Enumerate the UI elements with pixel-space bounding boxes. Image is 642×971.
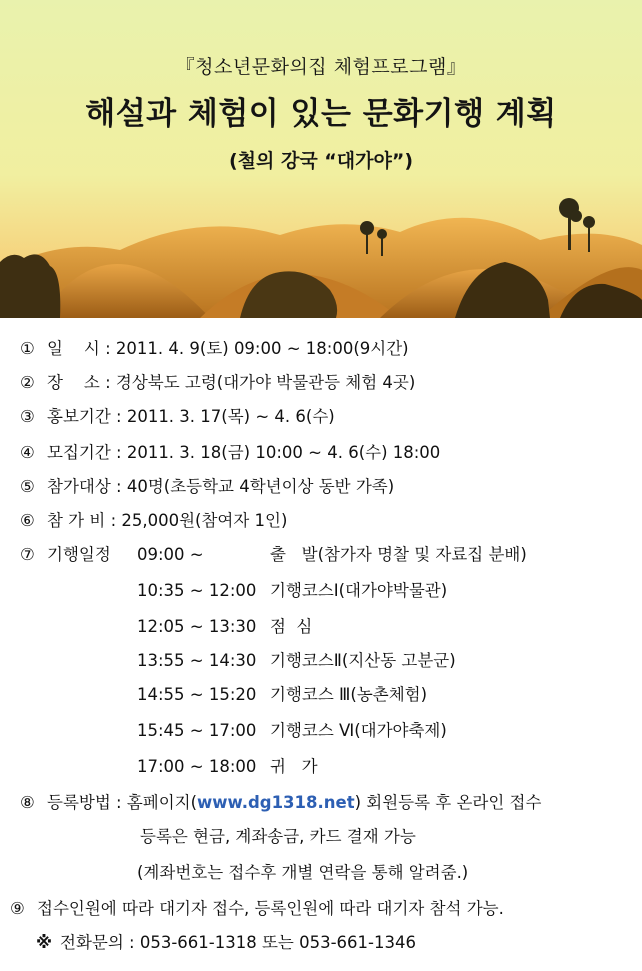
reference-mark-icon: ※ (36, 933, 53, 952)
program-series: 『청소년문화의집 체험프로그램』 (175, 56, 467, 78)
event-details (0, 318, 642, 971)
item-number: ⑨ (10, 899, 25, 918)
item-number: ④ (20, 443, 35, 462)
detail-participants (20, 476, 394, 498)
schedule-time: 10:35 ~ 12:00 (137, 581, 257, 600)
schedule-activity: 기행코스 Ⅵ(대가야축제) (270, 721, 447, 740)
item-number: ⑥ (20, 511, 35, 530)
registration-suffix: ) 회원등록 후 온라인 접수 (354, 793, 542, 812)
schedule-time: 17:00 ~ 18:00 (137, 757, 257, 776)
waitlist-notice (10, 898, 504, 920)
schedule-time: 12:05 ~ 13:30 (137, 617, 257, 636)
item-value: : 경상북도 고령(대가야 박물관등 체험 4곳) (105, 373, 416, 392)
header-banner (0, 0, 642, 318)
item-label: 모집기간 (47, 443, 111, 462)
schedule-time: 15:45 ~ 17:00 (137, 721, 257, 740)
detail-registration (20, 792, 541, 814)
item-number: ② (20, 373, 35, 392)
registration-payment-note: 등록은 현금, 계좌송금, 카드 결재 가능 (140, 827, 416, 846)
detail-place (20, 372, 415, 394)
contact-text: 전화문의 : 053-661-1318 또는 053-661-1346 (60, 933, 416, 952)
schedule-activity: 기행코스 Ⅲ(농촌체험) (270, 685, 428, 704)
item-label: 장 소 (47, 373, 100, 392)
detail-recruit-period (20, 442, 440, 464)
detail-promotion-period (20, 406, 335, 428)
detail-date (20, 338, 409, 360)
schedule-time: 14:55 ~ 15:20 (137, 685, 257, 704)
item-number: ⑦ (20, 545, 35, 564)
schedule-activity: 기행코스Ⅰ(대가야박물관) (270, 581, 448, 600)
schedule-activity: 귀 가 (270, 757, 318, 776)
item-label: 등록방법 (47, 793, 111, 812)
item-label: 참 가 비 (47, 511, 106, 530)
item-label: 기행일정 (47, 545, 111, 564)
contact-info (36, 932, 416, 954)
item-number: ⑤ (20, 477, 35, 496)
schedule-activity: 점 심 (270, 617, 313, 636)
item-value: : 2011. 4. 9(토) 09:00 ~ 18:00(9시간) (105, 339, 409, 358)
page-title: 해설과 체험이 있는 문화기행 계획 (85, 96, 557, 132)
registration-prefix: : 홈페이지( (116, 793, 198, 812)
notice-text: 접수인원에 따라 대기자 접수, 등록인원에 따라 대기자 참석 가능. (37, 899, 504, 918)
item-value: : 2011. 3. 18(금) 10:00 ~ 4. 6(수) 18:00 (116, 443, 441, 462)
schedule-activity: 출 발(참가자 명찰 및 자료집 분배) (270, 545, 527, 564)
item-value: : 25,000원(참여자 1인) (110, 511, 288, 530)
schedule-time: 13:55 ~ 14:30 (137, 651, 257, 670)
item-value: : 2011. 3. 17(목) ~ 4. 6(수) (116, 407, 335, 426)
detail-fee (20, 510, 287, 532)
item-number: ③ (20, 407, 35, 426)
item-label: 일 시 (47, 339, 100, 358)
page-subtitle: (철의 강국 “대가야”) (228, 150, 414, 172)
item-number: ① (20, 339, 35, 358)
item-label: 홍보기간 (47, 407, 111, 426)
item-label: 참가대상 (47, 477, 111, 496)
homepage-link[interactable]: www.dg1318.net (197, 793, 355, 812)
schedule-heading (20, 544, 111, 566)
item-value: : 40명(초등학교 4학년이상 동반 가족) (116, 477, 395, 496)
schedule-activity: 기행코스Ⅱ(지산동 고분군) (270, 651, 456, 670)
registration-account-note: (계좌번호는 접수후 개별 연락을 통해 알려줌.) (137, 863, 469, 882)
schedule-time: 09:00 ~ (137, 545, 204, 564)
item-number: ⑧ (20, 793, 35, 812)
